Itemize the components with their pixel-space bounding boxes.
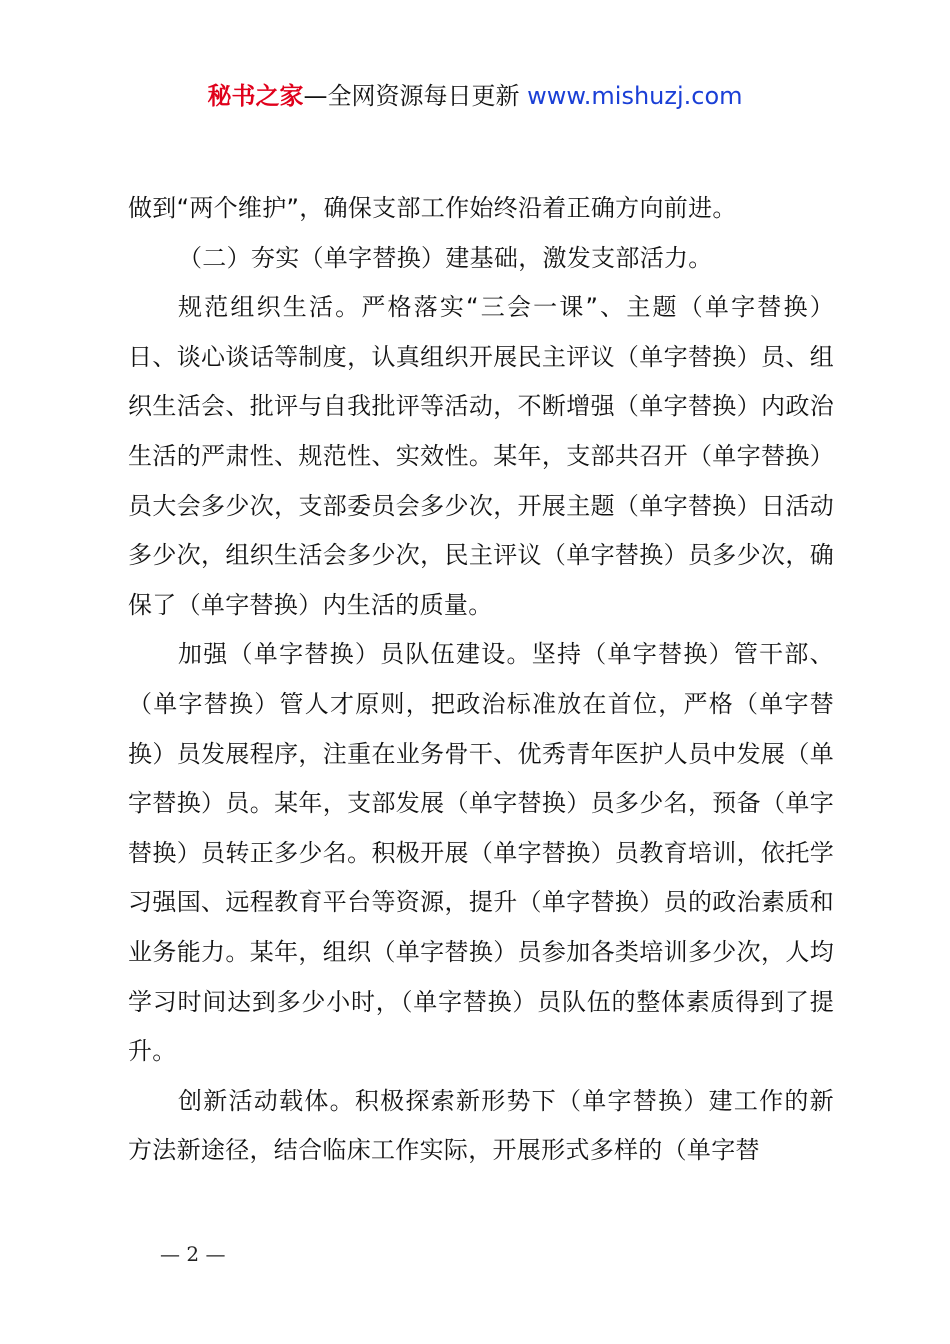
section-heading: （二）夯实（单字替换）建基础，激发支部活力。	[178, 243, 713, 272]
paragraph: 创新活动载体。积极探索新形势下（单字替换）建工作的新方法新途径，结合临床工作实际，开展形式多样的（单字替	[128, 1086, 834, 1165]
page-number: — 2 —	[160, 1242, 226, 1266]
header-tagline: —全网资源每日更新	[303, 82, 528, 110]
page-header	[0, 80, 950, 112]
paragraph-continuation: 做到“两个维护”，确保支部工作始终沿着正确方向前进。	[128, 194, 737, 222]
paragraph: 规范组织生活。严格落实“三会一课”、主题（单字替换）日、谈心谈话等制度，认真组织开展民主评议（单字替换）员、组织生活会、批评与自我批评等活动，不断增强（单字替换）内政治生活的严肃性、规范性、实效性。某年，支部共召开（单字替换）员大会多少次，支部委员会多少次，开展主题（单字替换）日活动多少次，组织生活会多少次，民主评议（单字替换）员多少次，确保了（单字替换）内生活的质量。	[128, 293, 834, 619]
brand-name: 秘书之家	[207, 82, 304, 110]
site-url-link[interactable]: www.mishuzj.com	[527, 82, 743, 110]
document-body	[128, 184, 834, 1176]
paragraph: 加强（单字替换）员队伍建设。坚持（单字替换）管干部、（单字替换）管人才原则，把政治标准放在首位，严格（单字替换）员发展程序，注重在业务骨干、优秀青年医护人员中发展（单字替换）员。某年，支部发展（单字替换）员多少名，预备（单字替换）员转正多少名。积极开展（单字替换）员教育培训，依托学习强国、远程教育平台等资源，提升（单字替换）员的政治素质和业务能力。某年，组织（单字替换）员参加各类培训多少次，人均学习时间达到多少小时，（单字替换）员队伍的整体素质得到了提升。	[128, 640, 834, 1066]
